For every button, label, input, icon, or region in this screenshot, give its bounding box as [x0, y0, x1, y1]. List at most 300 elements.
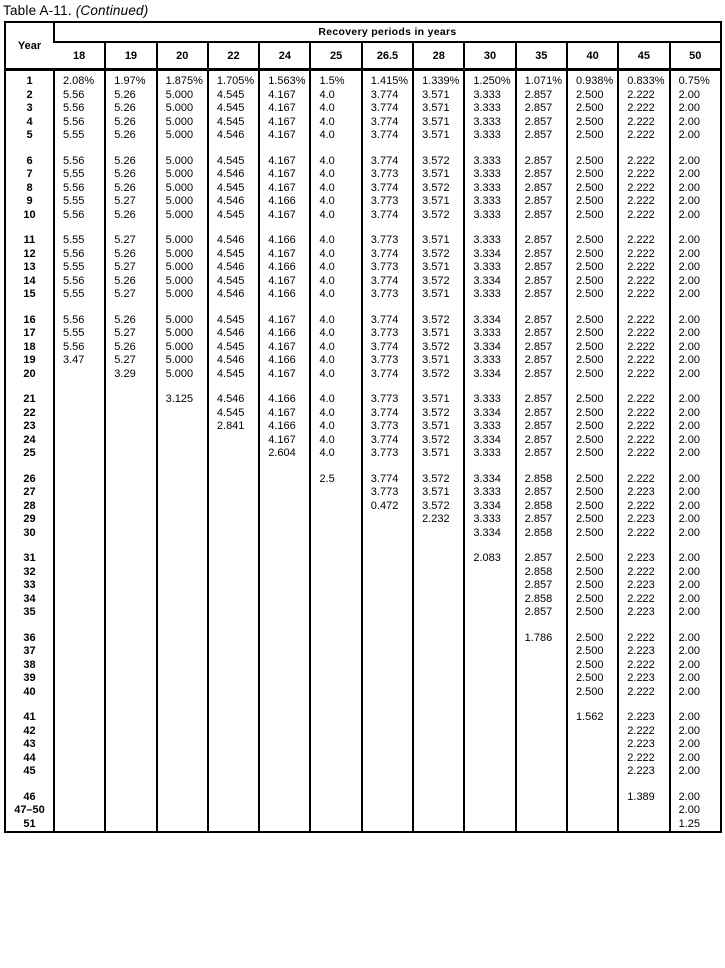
- rate-cell: 4.546: [208, 261, 259, 275]
- rate-cell: [157, 791, 208, 805]
- spacer-cell: [157, 143, 208, 155]
- rate-cell: 2.222: [618, 725, 669, 739]
- rate-cell: 2.857: [516, 182, 567, 196]
- rate-cell: 2.223: [618, 645, 669, 659]
- spacer-cell: [310, 699, 361, 711]
- rate-cell: [516, 804, 567, 818]
- spacer-cell: [567, 699, 618, 711]
- year-cell: 1: [26, 75, 33, 87]
- rate-cell: [362, 725, 413, 739]
- rate-cell: 2.500: [567, 102, 618, 116]
- rate-cell: [464, 686, 515, 700]
- rate-cell: 2.222: [618, 354, 669, 368]
- rate-cell: 3.334: [464, 341, 515, 355]
- rate-cell: 2.857: [516, 420, 567, 434]
- rate-cell: [157, 725, 208, 739]
- rate-cell: 2.222: [618, 209, 669, 223]
- spacer-cell: [208, 143, 259, 155]
- rate-cell: [105, 527, 156, 541]
- table-row: [5, 102, 721, 116]
- rate-cell: [54, 513, 105, 527]
- rate-cell: 5.000: [157, 102, 208, 116]
- rate-cell: [105, 434, 156, 448]
- table-row: [5, 486, 721, 500]
- rate-cell: 4.167: [259, 209, 310, 223]
- rate-cell: 2.857: [516, 579, 567, 593]
- spacer-cell: [54, 699, 105, 711]
- rate-cell: 2.00: [670, 314, 721, 328]
- rate-cell: [208, 818, 259, 833]
- table-row: [5, 725, 721, 739]
- rate-cell: 2.00: [670, 354, 721, 368]
- spacer-cell: [567, 143, 618, 155]
- rate-cell: [105, 752, 156, 766]
- rate-cell: 2.500: [567, 566, 618, 580]
- rate-cell: 2.00: [670, 765, 721, 779]
- rate-cell: [310, 645, 361, 659]
- year-cell: 17: [23, 327, 36, 339]
- rate-cell: 2.500: [567, 168, 618, 182]
- rate-cell: 3.334: [464, 248, 515, 262]
- rate-cell: 2.00: [670, 632, 721, 646]
- spacer-cell: [105, 779, 156, 791]
- rate-cell: 4.546: [208, 129, 259, 143]
- rate-cell: 2.00: [670, 195, 721, 209]
- rate-cell: 4.0: [310, 168, 361, 182]
- rate-cell: [208, 738, 259, 752]
- period-column-header: 20: [157, 42, 208, 70]
- spacer-cell: [105, 381, 156, 393]
- rate-cell: 2.222: [618, 752, 669, 766]
- rate-cell: [54, 752, 105, 766]
- rate-cell: 2.00: [670, 659, 721, 673]
- rate-cell: 5.27: [105, 195, 156, 209]
- rate-cell: 5.000: [157, 327, 208, 341]
- spacer-cell: [157, 620, 208, 632]
- rate-cell: 2.857: [516, 407, 567, 421]
- rate-cell: 2.500: [567, 593, 618, 607]
- table-row: [5, 659, 721, 673]
- spacer-cell: [208, 620, 259, 632]
- spacer-cell: [362, 222, 413, 234]
- rate-cell: [157, 752, 208, 766]
- rate-cell: 5.000: [157, 248, 208, 262]
- rate-cell: 3.774: [362, 314, 413, 328]
- table-row: [5, 354, 721, 368]
- rate-cell: 4.545: [208, 248, 259, 262]
- rate-cell: [157, 407, 208, 421]
- rate-cell: [464, 765, 515, 779]
- rate-cell: [567, 804, 618, 818]
- rate-cell: 3.333: [464, 354, 515, 368]
- table-row: [5, 420, 721, 434]
- rate-cell: 4.0: [310, 275, 361, 289]
- rate-cell: 5.000: [157, 182, 208, 196]
- rate-cell: [208, 606, 259, 620]
- rate-cell: 3.774: [362, 341, 413, 355]
- group-spacer: [5, 779, 721, 791]
- rate-cell: [259, 791, 310, 805]
- table-row: [5, 155, 721, 169]
- rate-cell: 4.546: [208, 393, 259, 407]
- rate-cell: 5.55: [54, 234, 105, 248]
- rate-cell: 3.572: [413, 368, 464, 382]
- rate-cell: 2.00: [670, 606, 721, 620]
- year-cell: 41: [23, 711, 36, 723]
- rate-cell: [208, 645, 259, 659]
- rate-cell: [54, 711, 105, 725]
- rate-cell: [157, 486, 208, 500]
- rate-cell: 5.26: [105, 209, 156, 223]
- rate-cell: 2.222: [618, 500, 669, 514]
- rate-cell: [259, 725, 310, 739]
- period-column-header: 30: [464, 42, 515, 70]
- year-cell: 7: [26, 168, 33, 180]
- table-row: [5, 116, 721, 130]
- rate-cell: 2.00: [670, 393, 721, 407]
- spacer-cell: [464, 381, 515, 393]
- rate-cell: 4.0: [310, 209, 361, 223]
- rate-cell: 4.166: [259, 195, 310, 209]
- rate-cell: 4.166: [259, 393, 310, 407]
- spacer-cell: [413, 779, 464, 791]
- rate-cell: [362, 818, 413, 833]
- rate-cell: [310, 725, 361, 739]
- rate-cell: [208, 791, 259, 805]
- spacer-cell: [208, 779, 259, 791]
- rate-cell: 2.500: [567, 234, 618, 248]
- rate-cell: 2.857: [516, 486, 567, 500]
- rate-cell: 2.222: [618, 659, 669, 673]
- rate-cell: 2.223: [618, 672, 669, 686]
- rate-cell: 2.222: [618, 527, 669, 541]
- rate-cell: 2.222: [618, 89, 669, 103]
- rate-cell: [310, 593, 361, 607]
- rate-cell: [567, 738, 618, 752]
- rate-cell: 2.857: [516, 434, 567, 448]
- rate-cell: 4.545: [208, 102, 259, 116]
- rate-cell: 4.167: [259, 129, 310, 143]
- rate-cell: [259, 632, 310, 646]
- rate-cell: 2.222: [618, 102, 669, 116]
- spacer-cell: [413, 222, 464, 234]
- rate-cell: 2.857: [516, 275, 567, 289]
- rate-cell: [259, 804, 310, 818]
- header-row-periods: [5, 42, 721, 70]
- rate-cell: 1.875%: [157, 70, 208, 89]
- rate-cell: 3.334: [464, 473, 515, 487]
- rate-cell: 2.222: [618, 420, 669, 434]
- rate-cell: [259, 711, 310, 725]
- rate-cell: 2.222: [618, 341, 669, 355]
- spacer-cell: [567, 222, 618, 234]
- spacer-cell: [259, 222, 310, 234]
- group-spacer: [5, 302, 721, 314]
- rate-cell: 4.167: [259, 182, 310, 196]
- rate-cell: [567, 752, 618, 766]
- spacer-cell: [362, 302, 413, 314]
- rate-cell: [105, 513, 156, 527]
- rate-cell: 5.000: [157, 209, 208, 223]
- spacer-cell: [157, 222, 208, 234]
- rate-cell: 4.166: [259, 288, 310, 302]
- rate-cell: 3.572: [413, 209, 464, 223]
- rate-cell: [362, 791, 413, 805]
- spacer-cell: [618, 540, 669, 552]
- rate-cell: 2.00: [670, 89, 721, 103]
- recovery-periods-header: Recovery periods in years: [54, 22, 721, 42]
- rate-cell: 5.26: [105, 168, 156, 182]
- rate-cell: [105, 579, 156, 593]
- rate-cell: 2.500: [567, 672, 618, 686]
- rate-cell: 2.857: [516, 327, 567, 341]
- year-cell: 38: [23, 658, 36, 671]
- rate-cell: [413, 552, 464, 566]
- rate-cell: 3.47: [54, 354, 105, 368]
- rate-cell: [413, 645, 464, 659]
- rate-cell: 2.00: [670, 341, 721, 355]
- period-column-header: 45: [618, 42, 669, 70]
- rate-cell: 2.222: [618, 593, 669, 607]
- rate-cell: 3.333: [464, 447, 515, 461]
- period-column-header: 18: [54, 42, 105, 70]
- spacer-cell: [670, 620, 721, 632]
- rate-cell: 2.500: [567, 341, 618, 355]
- rate-cell: 2.00: [670, 473, 721, 487]
- rate-cell: [516, 711, 567, 725]
- rate-cell: 2.08%: [54, 70, 105, 89]
- rate-cell: [208, 500, 259, 514]
- rate-cell: 1.5%: [310, 70, 361, 89]
- year-cell: 15: [23, 288, 36, 300]
- rate-cell: 2.00: [670, 486, 721, 500]
- rate-cell: [105, 659, 156, 673]
- spacer-cell: [567, 779, 618, 791]
- rate-cell: 2.857: [516, 209, 567, 223]
- rate-cell: [464, 711, 515, 725]
- rate-cell: [105, 486, 156, 500]
- rate-cell: 2.500: [567, 393, 618, 407]
- spacer-cell: [310, 143, 361, 155]
- rate-cell: [157, 738, 208, 752]
- rate-cell: 4.167: [259, 116, 310, 130]
- spacer-cell: [105, 143, 156, 155]
- rate-cell: 0.75%: [670, 70, 721, 89]
- rate-cell: 2.222: [618, 686, 669, 700]
- rate-cell: [54, 420, 105, 434]
- year-cell: 42: [23, 724, 36, 737]
- rate-cell: [413, 672, 464, 686]
- rate-cell: [105, 500, 156, 514]
- rate-cell: 2.500: [567, 116, 618, 130]
- rate-cell: [362, 804, 413, 818]
- rate-cell: 5.000: [157, 368, 208, 382]
- rate-cell: 5.26: [105, 248, 156, 262]
- spacer-cell: [413, 302, 464, 314]
- rate-cell: 4.166: [259, 234, 310, 248]
- period-column-header: 40: [567, 42, 618, 70]
- rate-cell: 2.500: [567, 632, 618, 646]
- rate-cell: 2.857: [516, 234, 567, 248]
- rate-cell: 4.167: [259, 407, 310, 421]
- rate-cell: 2.222: [618, 407, 669, 421]
- year-cell: 44: [23, 751, 36, 764]
- rate-cell: [105, 632, 156, 646]
- spacer-cell: [54, 381, 105, 393]
- rate-cell: 3.773: [362, 261, 413, 275]
- rate-cell: 2.00: [670, 129, 721, 143]
- rate-cell: 2.500: [567, 407, 618, 421]
- rate-cell: [516, 725, 567, 739]
- rate-cell: [413, 711, 464, 725]
- rate-cell: 1.705%: [208, 70, 259, 89]
- rate-cell: [310, 765, 361, 779]
- rate-cell: [54, 765, 105, 779]
- rate-cell: 2.00: [670, 102, 721, 116]
- rate-cell: 4.545: [208, 89, 259, 103]
- rate-cell: [157, 527, 208, 541]
- rate-cell: 2.222: [618, 393, 669, 407]
- rate-cell: 5.000: [157, 155, 208, 169]
- table-row: [5, 752, 721, 766]
- table-row: [5, 327, 721, 341]
- rate-cell: 4.0: [310, 393, 361, 407]
- rate-cell: 4.167: [259, 102, 310, 116]
- spacer-cell: [567, 381, 618, 393]
- spacer-cell: [670, 699, 721, 711]
- rate-cell: [516, 752, 567, 766]
- year-cell: 4: [26, 115, 33, 128]
- rate-cell: 5.55: [54, 261, 105, 275]
- rate-cell: [413, 606, 464, 620]
- rate-cell: 2.500: [567, 89, 618, 103]
- rate-cell: 2.00: [670, 234, 721, 248]
- rate-cell: 2.500: [567, 447, 618, 461]
- rate-cell: 4.0: [310, 354, 361, 368]
- table-row: [5, 234, 721, 248]
- rate-cell: 2.222: [618, 248, 669, 262]
- spacer-cell: [310, 540, 361, 552]
- rate-cell: 2.222: [618, 447, 669, 461]
- spacer-cell: [516, 143, 567, 155]
- rate-cell: 2.500: [567, 129, 618, 143]
- rate-cell: [362, 765, 413, 779]
- rate-cell: [310, 632, 361, 646]
- rate-cell: [464, 752, 515, 766]
- rate-cell: 4.167: [259, 248, 310, 262]
- rate-cell: 4.167: [259, 314, 310, 328]
- rate-cell: 4.545: [208, 275, 259, 289]
- rate-cell: [157, 434, 208, 448]
- rate-cell: [464, 672, 515, 686]
- spacer-cell: [362, 143, 413, 155]
- rate-cell: 2.00: [670, 407, 721, 421]
- table-row: [5, 368, 721, 382]
- rate-cell: 2.500: [567, 659, 618, 673]
- spacer-cell: [5, 222, 54, 234]
- rate-cell: [413, 527, 464, 541]
- rate-cell: 2.500: [567, 527, 618, 541]
- rate-cell: [464, 725, 515, 739]
- rate-cell: [516, 686, 567, 700]
- rate-cell: [157, 420, 208, 434]
- spacer-cell: [310, 779, 361, 791]
- spacer-cell: [413, 699, 464, 711]
- spacer-cell: [516, 222, 567, 234]
- spacer-cell: [54, 461, 105, 473]
- rate-cell: [157, 447, 208, 461]
- rate-cell: [310, 500, 361, 514]
- rate-cell: [413, 804, 464, 818]
- rate-cell: [208, 632, 259, 646]
- spacer-cell: [464, 143, 515, 155]
- rate-cell: [567, 818, 618, 833]
- rate-cell: 5.000: [157, 275, 208, 289]
- table-row: [5, 818, 721, 833]
- rate-cell: 3.571: [413, 486, 464, 500]
- rate-cell: 4.166: [259, 261, 310, 275]
- rate-cell: 2.00: [670, 686, 721, 700]
- rate-cell: [413, 593, 464, 607]
- rate-cell: 4.0: [310, 102, 361, 116]
- rate-cell: [310, 672, 361, 686]
- rate-cell: 4.166: [259, 354, 310, 368]
- rate-cell: [157, 579, 208, 593]
- rate-cell: 3.773: [362, 447, 413, 461]
- rate-cell: 5.26: [105, 116, 156, 130]
- spacer-cell: [157, 461, 208, 473]
- rate-cell: 4.0: [310, 368, 361, 382]
- period-column-header: 19: [105, 42, 156, 70]
- rate-cell: [157, 632, 208, 646]
- table-row: [5, 513, 721, 527]
- rate-cell: 2.00: [670, 434, 721, 448]
- rate-cell: [105, 593, 156, 607]
- spacer-cell: [259, 540, 310, 552]
- rate-cell: 2.00: [670, 579, 721, 593]
- rate-cell: 5.26: [105, 129, 156, 143]
- rate-cell: [310, 659, 361, 673]
- rate-cell: [362, 606, 413, 620]
- rate-cell: 5.27: [105, 234, 156, 248]
- rate-cell: [259, 672, 310, 686]
- rate-cell: 3.773: [362, 354, 413, 368]
- rate-cell: 4.0: [310, 89, 361, 103]
- rate-cell: 2.223: [618, 579, 669, 593]
- rate-cell: 2.083: [464, 552, 515, 566]
- rate-cell: 2.223: [618, 513, 669, 527]
- spacer-cell: [618, 381, 669, 393]
- rate-cell: 3.774: [362, 209, 413, 223]
- rate-cell: [54, 659, 105, 673]
- year-cell: 3: [26, 102, 33, 114]
- spacer-cell: [208, 222, 259, 234]
- spacer-cell: [259, 461, 310, 473]
- rate-cell: 2.00: [670, 155, 721, 169]
- rate-cell: 4.0: [310, 420, 361, 434]
- rate-cell: [259, 579, 310, 593]
- period-column-header: 28: [413, 42, 464, 70]
- rate-cell: [105, 566, 156, 580]
- rate-cell: [259, 473, 310, 487]
- rate-cell: 2.5: [310, 473, 361, 487]
- rate-cell: 3.333: [464, 182, 515, 196]
- rate-cell: [208, 434, 259, 448]
- rate-cell: 4.0: [310, 288, 361, 302]
- rate-cell: 3.333: [464, 102, 515, 116]
- rate-cell: [413, 818, 464, 833]
- rate-cell: 4.0: [310, 195, 361, 209]
